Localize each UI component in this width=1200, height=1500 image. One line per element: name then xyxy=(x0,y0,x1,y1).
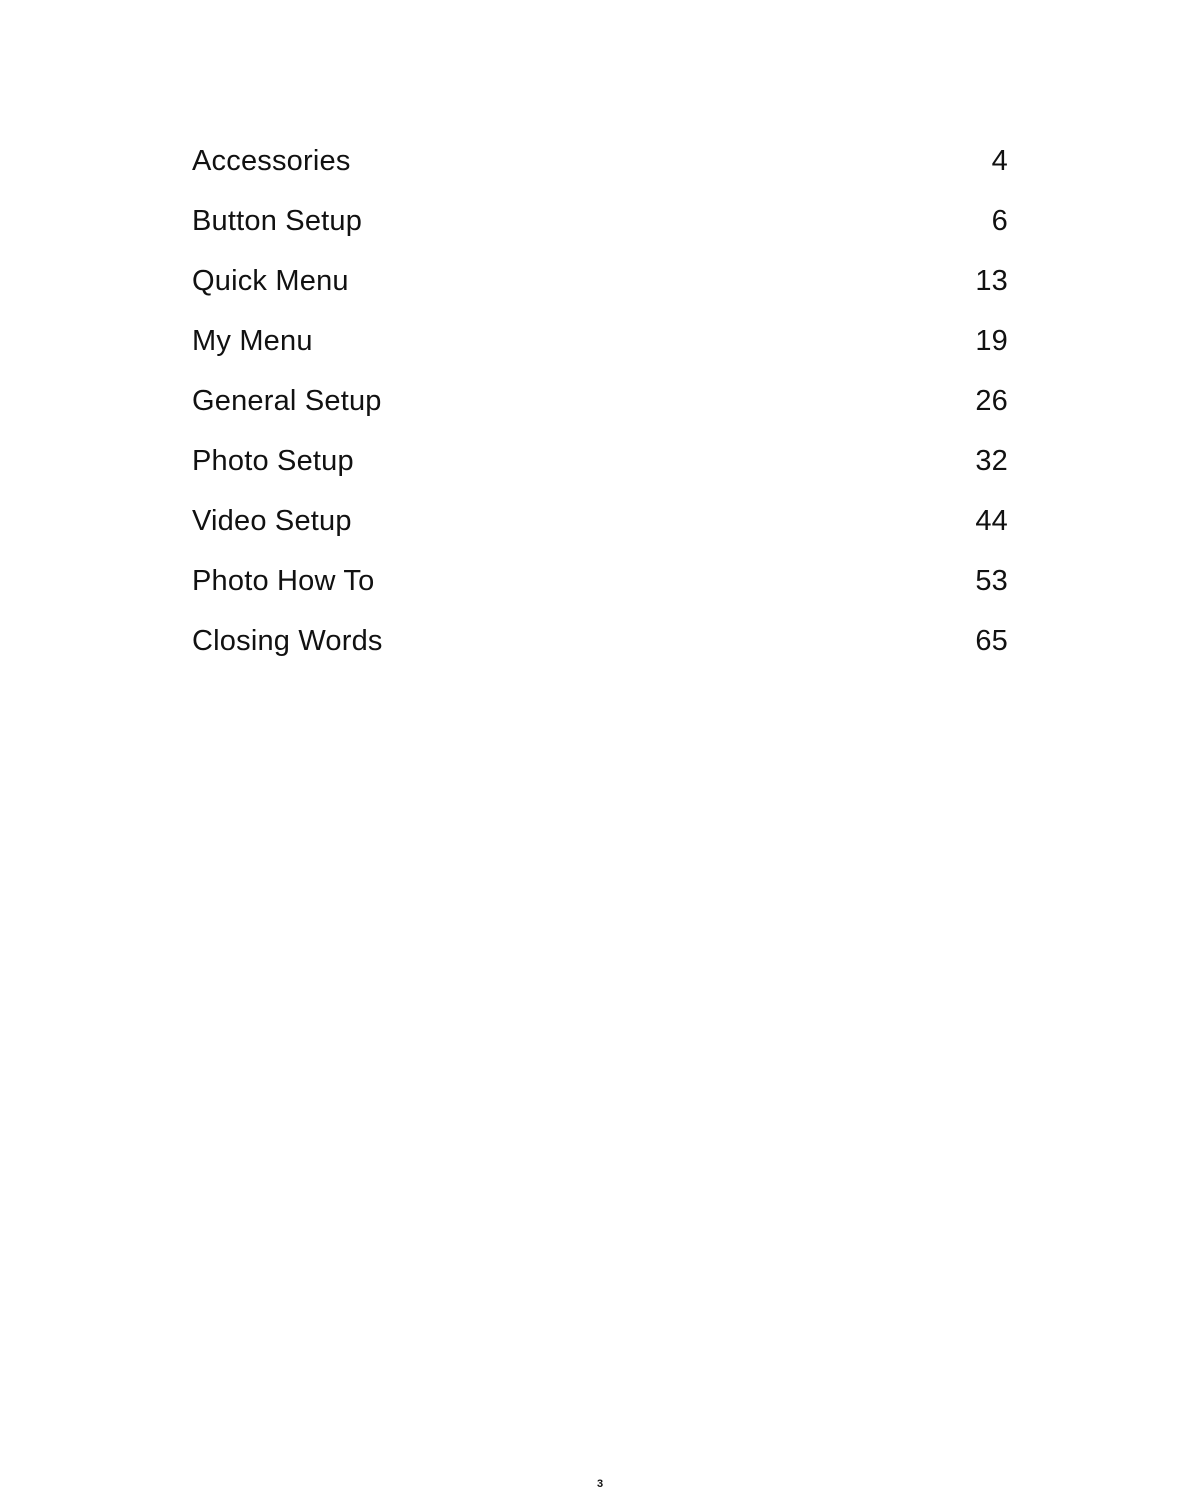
toc-entry-title: Accessories xyxy=(192,145,351,177)
table-of-contents xyxy=(192,131,1008,671)
toc-entry-video-setup[interactable] xyxy=(192,491,1008,551)
toc-entry-quick-menu[interactable] xyxy=(192,251,1008,311)
toc-entry-title: My Menu xyxy=(192,325,313,357)
toc-entry-title: Button Setup xyxy=(192,205,363,237)
toc-entry-general-setup[interactable] xyxy=(192,371,1008,431)
toc-entry-page: 4 xyxy=(991,145,1008,177)
toc-entry-button-setup[interactable] xyxy=(192,191,1008,251)
toc-entry-page: 65 xyxy=(975,625,1008,657)
toc-entry-page: 26 xyxy=(975,385,1008,417)
toc-entry-title: Quick Menu xyxy=(192,265,349,297)
toc-entry-page: 6 xyxy=(991,205,1008,237)
toc-entry-page: 19 xyxy=(975,325,1008,357)
toc-entry-page: 53 xyxy=(975,565,1008,597)
toc-entry-closing-words[interactable] xyxy=(192,611,1008,671)
toc-entry-photo-how-to[interactable] xyxy=(192,551,1008,611)
toc-entry-page: 13 xyxy=(975,265,1008,297)
toc-entry-title: General Setup xyxy=(192,385,382,417)
toc-entry-photo-setup[interactable] xyxy=(192,431,1008,491)
toc-entry-accessories[interactable] xyxy=(192,131,1008,191)
toc-entry-page: 44 xyxy=(975,505,1008,537)
toc-entry-title: Photo How To xyxy=(192,565,375,597)
toc-entry-title: Closing Words xyxy=(192,625,383,657)
toc-entry-title: Video Setup xyxy=(192,505,352,537)
toc-entry-title: Photo Setup xyxy=(192,445,354,477)
toc-entry-page: 32 xyxy=(975,445,1008,477)
toc-entry-my-menu[interactable] xyxy=(192,311,1008,371)
page-number: 3 xyxy=(596,1478,604,1490)
